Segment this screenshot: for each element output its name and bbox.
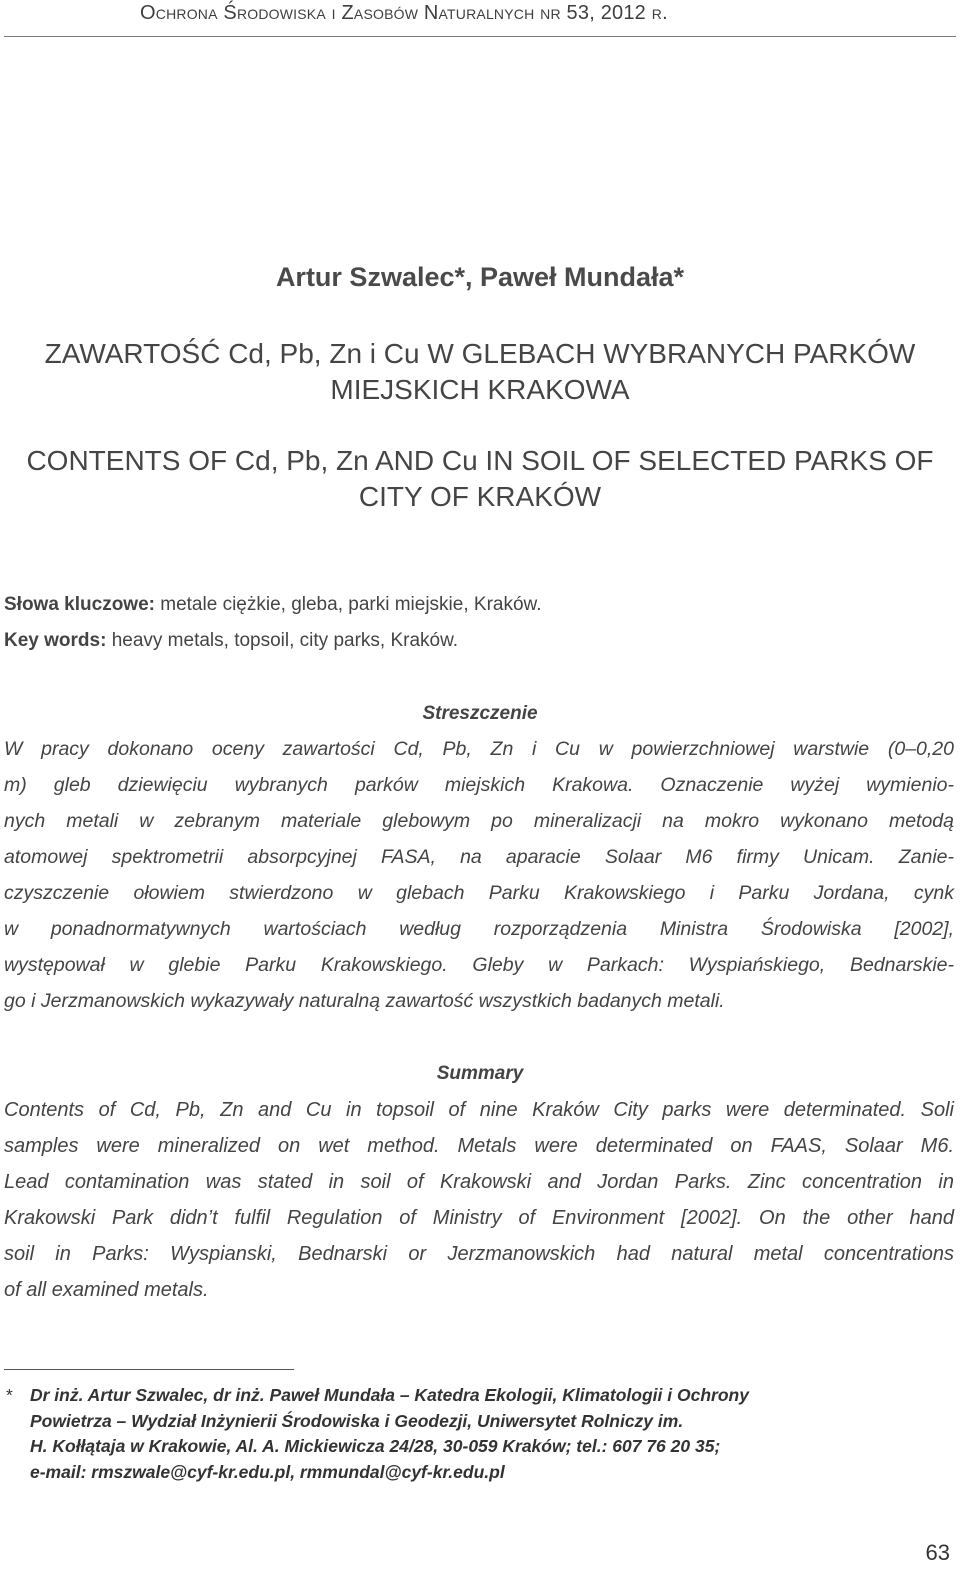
title-english-line: CONTENTS OF Cd, Pb, Zn AND Cu IN SOIL OF SELECTED PARKS OF <box>26 445 934 476</box>
author-footnote <box>4 1383 954 1485</box>
abstract-line: W pracy dokonano oceny zawartości Cd, Pb, Zn i Cu w powierzchniowej warstwie (0–0,20 <box>4 738 954 760</box>
authors: Artur Szwalec*, Paweł Mundała* <box>275 262 685 292</box>
summary-heading: Summary <box>436 1063 524 1084</box>
header-divider <box>4 36 956 37</box>
running-header <box>140 2 840 25</box>
page-number: 63 <box>925 1540 950 1565</box>
abstract-line: go i Jerzmanowskich wykazywały naturalną zawartość wszystkich badanych metali. <box>4 990 725 1012</box>
summary-line: samples were mineralized on wet method. Metals were determinated on FAAS, Solaar M6. <box>4 1135 954 1157</box>
footnote-line: e-mail: rmszwale@cyf-kr.edu.pl, rmmundal@cyf-kr.edu.pl <box>30 1461 505 1482</box>
title-polish <box>0 336 960 408</box>
footnote-divider <box>4 1369 294 1370</box>
abstract-line: atomowej spektrometrii absorpcyjnej FASA, na aparacie Solaar M6 firmy Unicam. Zanie- <box>4 846 954 868</box>
streszczenie-body <box>4 731 954 1019</box>
abstract-line: czyszczenie ołowiem stwierdzono w glebach Parku Krakowskiego i Parku Jordana, cynk <box>4 882 954 904</box>
keywords-english-label: Key words: <box>4 630 107 651</box>
keywords-polish-text: metale ciężkie, gleba, parki miejskie, Kraków. <box>154 594 542 615</box>
journal-name: Ochrona Środowiska i Zasobów Naturalnych <box>140 2 535 24</box>
footnote-line: H. Kołłątaja w Krakowie, Al. A. Mickiewicza 24/28, 30-059 Kraków; tel.: 607 76 20 35; <box>30 1436 721 1456</box>
summary-line: soil in Parks: Wyspianski, Bednarski or Jerzmanowskich had natural metal concentrations <box>4 1243 954 1265</box>
keywords-english-text: heavy metals, topsoil, city parks, Kraków. <box>106 630 459 651</box>
summary-body <box>4 1092 954 1308</box>
title-polish-line: ZAWARTOŚĆ Cd, Pb, Zn i Cu W GLEBACH WYBRANYCH PARKÓW <box>44 338 916 369</box>
title-english <box>0 443 960 515</box>
keywords-english <box>4 630 458 652</box>
footnote-mark: * <box>6 1385 13 1405</box>
summary-line: Krakowski Park didn’t fulfil Regulation of Ministry of Environment [2002]. On the other hand <box>4 1207 954 1229</box>
title-english-line: CITY OF KRAKÓW <box>358 481 602 512</box>
summary-line: Contents of Cd, Pb, Zn and Cu in topsoil of nine Kraków City parks were determinated. Soli <box>4 1099 954 1121</box>
summary-line: of all examined metals. <box>4 1279 209 1301</box>
streszczenie-heading: Streszczenie <box>422 703 538 724</box>
abstract-line: m) gleb dziewięciu wybranych parków miejskich Krakowa. Oznaczenie wyżej wymienio- <box>4 774 954 796</box>
abstract-line: w ponadnormatywnych wartościach według rozporządzenia Ministra Środowiska [2002], <box>4 918 954 940</box>
title-polish-line: MIEJSKICH KRAKOWA <box>330 374 630 405</box>
abstract-line: występował w glebie Parku Krakowskiego. Gleby w Parkach: Wyspiańskiego, Bednarskie- <box>4 954 954 976</box>
journal-issue: nr 53, 2012 r. <box>540 2 668 24</box>
keywords-polish-label: Słowa kluczowe: <box>4 594 155 615</box>
footnote-line: Powietrza – Wydział Inżynierii Środowiska i Geodezji, Uniwersytet Rolniczy im. <box>30 1410 684 1431</box>
abstract-line: nych metali w zebranym materiale glebowym po mineralizacji na mokro wykonano metodą <box>4 810 954 832</box>
footnote-line: Dr inż. Artur Szwalec, dr inż. Paweł Mundała – Katedra Ekologii, Klimatologii i Ochrony <box>30 1385 749 1405</box>
summary-line: Lead contamination was stated in soil of Krakowski and Jordan Parks. Zinc concentration in <box>4 1171 954 1193</box>
keywords-polish <box>4 594 541 616</box>
